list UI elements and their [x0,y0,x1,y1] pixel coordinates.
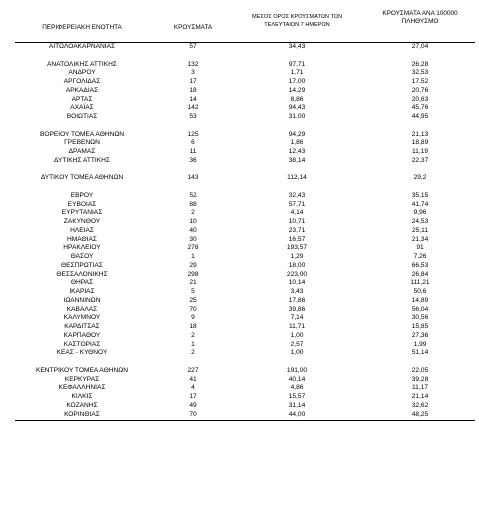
table-row [15,271,475,280]
table-row [15,314,475,323]
table-row [15,43,475,52]
table-row [15,306,475,315]
region-name-cell: ΑΧΑΪΑΣ [70,104,94,112]
region-name-cell: ΕΒΡΟΥ [70,191,94,199]
cases-cell: 1 [191,253,195,260]
per-100k-cell: 27,04 [411,43,429,50]
header-weekly-average [239,13,355,29]
per-100k-cell: 7,26 [413,253,427,260]
table-row [15,244,475,253]
table-row [15,87,475,96]
per-100k-cell: 48,25 [411,410,429,418]
region-name-cell: ΑΝΔΡΟΥ [68,69,96,77]
weekly-average-cell: 193,57 [286,244,308,252]
table-row [15,96,475,105]
weekly-average-cell: 1,00 [290,349,304,357]
weekly-average-cell: 1,00 [290,331,304,339]
weekly-average-cell: 11,71 [288,323,305,330]
cases-cell: 142 [187,104,199,112]
table-row [15,236,475,245]
region-name-cell: ΕΥΒΟΙΑΣ [67,200,97,208]
table-row [15,201,475,210]
per-100k-cell: 29,2 [413,174,427,182]
region-name-cell: ΚΙΛΚΙΣ [71,393,93,400]
table-row [15,104,475,113]
region-name-cell: ΔΡΑΜΑΣ [68,148,96,155]
table-row [15,148,475,157]
region-name-cell: ΘΕΣΠΡΩΤΙΑΣ [60,261,104,269]
table-row [15,253,475,262]
header-cases: ΚΡΟΥΣΜΑΤΑ [173,24,213,31]
region-name-cell: ΚΟΡΙΝΘΙΑΣ [64,410,100,418]
weekly-average-cell: 191,00 [286,366,308,374]
table-row [15,262,475,271]
table-row [15,332,475,341]
weekly-average-cell: 18,00 [288,261,306,269]
per-100k-cell: 32,53 [411,69,429,77]
weekly-average-cell: 23,71 [288,226,306,234]
region-name-cell: ΚΕΡΚΥΡΑΣ [64,375,100,383]
table-row [15,227,475,236]
cases-cell: 18 [189,86,197,94]
table-row [15,297,475,306]
weekly-average-cell: 34,43 [288,43,306,50]
per-100k-cell: 27,36 [411,331,429,339]
cases-cell: 11 [189,148,197,155]
table-row [15,174,475,183]
cases-cell: 88 [189,200,197,208]
weekly-average-cell: 94,43 [288,104,306,112]
header-per-100k [365,10,475,26]
cases-cell: 9 [191,314,195,322]
region-name-cell: ΖΑΚΥΝΘΟΥ [63,218,101,225]
table-row [15,131,475,140]
weekly-average-cell: 32,43 [288,191,306,199]
region-name-cell: ΚΕΦΑΛΛΗΝΙΑΣ [58,384,106,392]
table-header [15,10,475,34]
cases-cell: 10 [189,218,197,225]
weekly-average-cell: 10,14 [288,279,306,287]
table-row [15,78,475,87]
region-name-cell: ΒΟΡΕΙΟΥ ΤΟΜΕΑ ΑΘΗΝΩΝ [39,130,125,138]
region-name-cell: ΚΑΛΥΜΝΟΥ [63,314,101,322]
table-row [15,61,475,70]
per-100k-cell: 91 [416,244,424,252]
per-100k-cell: 22,05 [411,366,429,374]
cases-cell: 5 [191,288,195,295]
header-weekly-average-line1: ΜΕΣΟΣ ΟΡΟΣ ΚΡΟΥΣΜΑΤΩΝ ΤΩΝ [252,14,342,20]
table-row [15,209,475,218]
region-name-cell: ΙΩΑΝΝΙΝΩΝ [63,296,101,304]
region-name-cell: ΑΡΤΑΣ [71,95,93,103]
cases-cell: 2 [191,331,195,339]
weekly-average-cell: 2,57 [290,340,304,348]
cases-cell: 1 [191,340,195,348]
per-100k-cell: 50,6 [413,288,427,295]
region-name-cell: ΓΡΕΒΕΝΩΝ [64,139,100,147]
header-per-100k-line2: ΠΛΗΘΥΣΜΟ [401,18,439,25]
cases-cell: 36 [189,156,197,164]
weekly-average-cell: 31,14 [288,401,306,409]
table-row [15,349,475,358]
region-name-cell: ΚΟΖΑΝΗΣ [66,401,98,409]
weekly-average-cell: 17,86 [288,296,306,304]
header-weekly-average-line2: ΤΕΛΕΥΤΑΙΩΝ 7 ΗΜΕΡΩΝ [264,22,330,28]
table-row [15,218,475,227]
per-100k-cell: 14,89 [411,296,429,304]
spacer-row [15,52,475,61]
spacer-row [15,122,475,131]
per-100k-cell: 11,19 [411,148,428,155]
header-region: ΠΕΡΙΦΕΡΕΙΑΚΗ ΕΝΟΤΗΤΑ [42,24,122,31]
region-name-cell: ΘΗΡΑΣ [70,279,94,287]
per-100k-cell: 17,52 [411,78,429,85]
per-100k-cell: 11,17 [411,384,428,392]
per-100k-cell: 32,62 [411,401,429,409]
weekly-average-cell: 223,00 [286,270,308,278]
per-100k-cell: 111,21 [410,279,430,287]
weekly-average-cell: 1,29 [290,253,304,260]
weekly-average-cell: 57,71 [288,200,306,208]
cases-cell: 25 [189,296,197,304]
cases-cell: 4 [191,384,195,392]
region-name-cell: ΔΥΤΙΚΗΣ ΑΤΤΙΚΗΣ [54,156,110,164]
weekly-average-cell: 4,14 [290,209,304,217]
per-100k-cell: 15,85 [411,323,429,330]
region-name-cell: ΗΡΑΚΛΕΙΟΥ [63,244,101,252]
weekly-average-cell: 40,14 [288,375,306,383]
per-100k-cell: 21,13 [411,130,429,138]
cases-cell: 57 [189,43,197,50]
region-name-cell: ΑΡΓΟΛΙΔΑΣ [63,78,101,85]
table-row [15,367,475,376]
cases-cell: 2 [191,349,195,357]
weekly-average-cell: 39,86 [288,305,306,313]
cases-cell: 278 [187,244,199,252]
cases-table [15,10,475,418]
cases-cell: 6 [191,139,195,147]
spacer-row [15,183,475,192]
table-row [15,69,475,78]
cases-cell: 41 [189,375,197,383]
region-name-cell: ΚΑΣΤΟΡΙΑΣ [63,340,101,348]
table-row [15,411,475,420]
region-name-cell: ΚΕΑΣ - ΚΥΘΝΟΥ [56,349,108,357]
region-name-cell: ΗΜΑΘΙΑΣ [67,235,97,243]
cases-cell: 49 [189,401,197,409]
cases-cell: 125 [187,130,199,138]
per-100k-cell: 21,14 [411,393,429,400]
weekly-average-cell: 7,14 [290,314,304,322]
weekly-average-cell: 12,43 [288,148,306,155]
per-100k-cell: 24,53 [411,218,429,225]
per-100k-cell: 21,34 [411,235,429,243]
cases-cell: 17 [189,78,197,85]
weekly-average-cell: 97,71 [288,60,306,68]
per-100k-cell: 35,15 [411,191,429,199]
weekly-average-cell: 14,29 [288,86,306,94]
weekly-average-cell: 8,86 [290,95,304,103]
per-100k-cell: 22,37 [411,156,429,164]
weekly-average-cell: 10,71 [288,218,306,225]
table-row [15,323,475,332]
cases-cell: 14 [189,95,197,103]
per-100k-cell: 20,63 [411,95,429,103]
weekly-average-cell: 38,14 [288,156,306,164]
per-100k-cell: 20,76 [411,86,429,94]
spacer-row [15,358,475,367]
cases-cell: 30 [189,235,197,243]
weekly-average-cell: 16,57 [288,235,306,243]
cases-cell: 29 [189,261,197,269]
per-100k-cell: 51,14 [411,349,429,357]
per-100k-cell: 45,76 [411,104,429,112]
region-name-cell: ΗΛΕΙΑΣ [70,226,94,234]
weekly-average-cell: 1,86 [290,139,304,147]
weekly-average-cell: 4,86 [290,384,304,392]
region-name-cell: ΚΑΒΑΛΑΣ [66,305,98,313]
weekly-average-cell: 44,00 [288,410,306,418]
weekly-average-cell: 112,14 [287,174,307,182]
table-row [15,384,475,393]
weekly-average-cell: 15,57 [288,393,306,400]
cases-cell: 132 [187,60,199,68]
cases-cell: 40 [189,226,197,234]
region-name-cell: ΑΡΚΑΔΙΑΣ [65,86,99,94]
cases-cell: 52 [189,191,197,199]
per-100k-cell: 18,89 [411,139,429,147]
per-100k-cell: 39,28 [411,375,429,383]
cases-cell: 143 [187,174,199,182]
region-name-cell: ΒΟΙΩΤΙΑΣ [66,113,98,120]
weekly-average-cell: 31,00 [288,113,306,120]
cases-cell: 21 [189,279,197,287]
per-100k-cell: 56,04 [411,305,429,313]
table-row [15,402,475,411]
header-per-100k-line1: ΚΡΟΥΣΜΑΤΑ ΑΝΑ 100000 [382,10,458,17]
cases-cell: 70 [189,305,197,313]
cases-cell: 53 [189,113,197,120]
table-row [15,157,475,166]
table-row [15,279,475,288]
per-100k-cell: 41,74 [411,200,429,208]
region-name-cell: ΘΕΣΣΑΛΟΝΙΚΗΣ [56,270,108,278]
cases-cell: 227 [187,366,199,374]
per-100k-cell: 44,95 [411,113,429,120]
per-100k-cell: 66,53 [411,261,429,269]
weekly-average-cell: 94,29 [288,130,306,138]
per-100k-cell: 26,28 [411,60,429,68]
table-row [15,192,475,201]
table-row [15,288,475,297]
region-name-cell: ΘΑΣΟΥ [70,253,94,260]
table-row [15,139,475,148]
region-name-cell: ΔΥΤΙΚΟΥ ΤΟΜΕΑ ΑΘΗΝΩΝ [40,174,124,182]
region-name-cell: ΙΚΑΡΙΑΣ [69,288,95,295]
table-row [15,376,475,385]
table-row [15,393,475,402]
table-row [15,341,475,350]
cases-cell: 2 [191,209,195,217]
weekly-average-cell: 1,71 [290,69,304,77]
weekly-average-cell: 3,43 [290,288,304,295]
cases-cell: 298 [187,270,199,278]
region-name-cell: ΚΕΝΤΡΙΚΟΥ ΤΟΜΕΑ ΑΘΗΝΩΝ [36,366,128,374]
region-name-cell: ΚΑΡΔΙΤΣΑΣ [64,323,100,330]
per-100k-cell: 26,84 [411,270,429,278]
per-100k-cell: 9,96 [413,209,427,217]
bottom-rule [15,420,475,421]
cases-cell: 17 [189,393,197,400]
cases-cell: 70 [189,410,197,418]
table-body [15,43,475,419]
weekly-average-cell: 17,00 [288,78,306,85]
per-100k-cell: 30,56 [411,314,429,322]
per-100k-cell: 25,11 [411,226,428,234]
cases-cell: 18 [189,323,197,330]
table-row [15,113,475,122]
per-100k-cell: 1,99 [413,340,427,348]
region-name-cell: ΕΥΡΥΤΑΝΙΑΣ [61,209,103,217]
spacer-row [15,166,475,175]
cases-cell: 3 [191,69,195,77]
region-name-cell: ΚΑΡΠΑΘΟΥ [63,331,101,339]
region-name-cell: ΑΙΤΩΛΟΑΚΑΡΝΑΝΙΑΣ [48,43,116,50]
region-name-cell: ΑΝΑΤΟΛΙΚΗΣ ΑΤΤΙΚΗΣ [47,60,117,68]
